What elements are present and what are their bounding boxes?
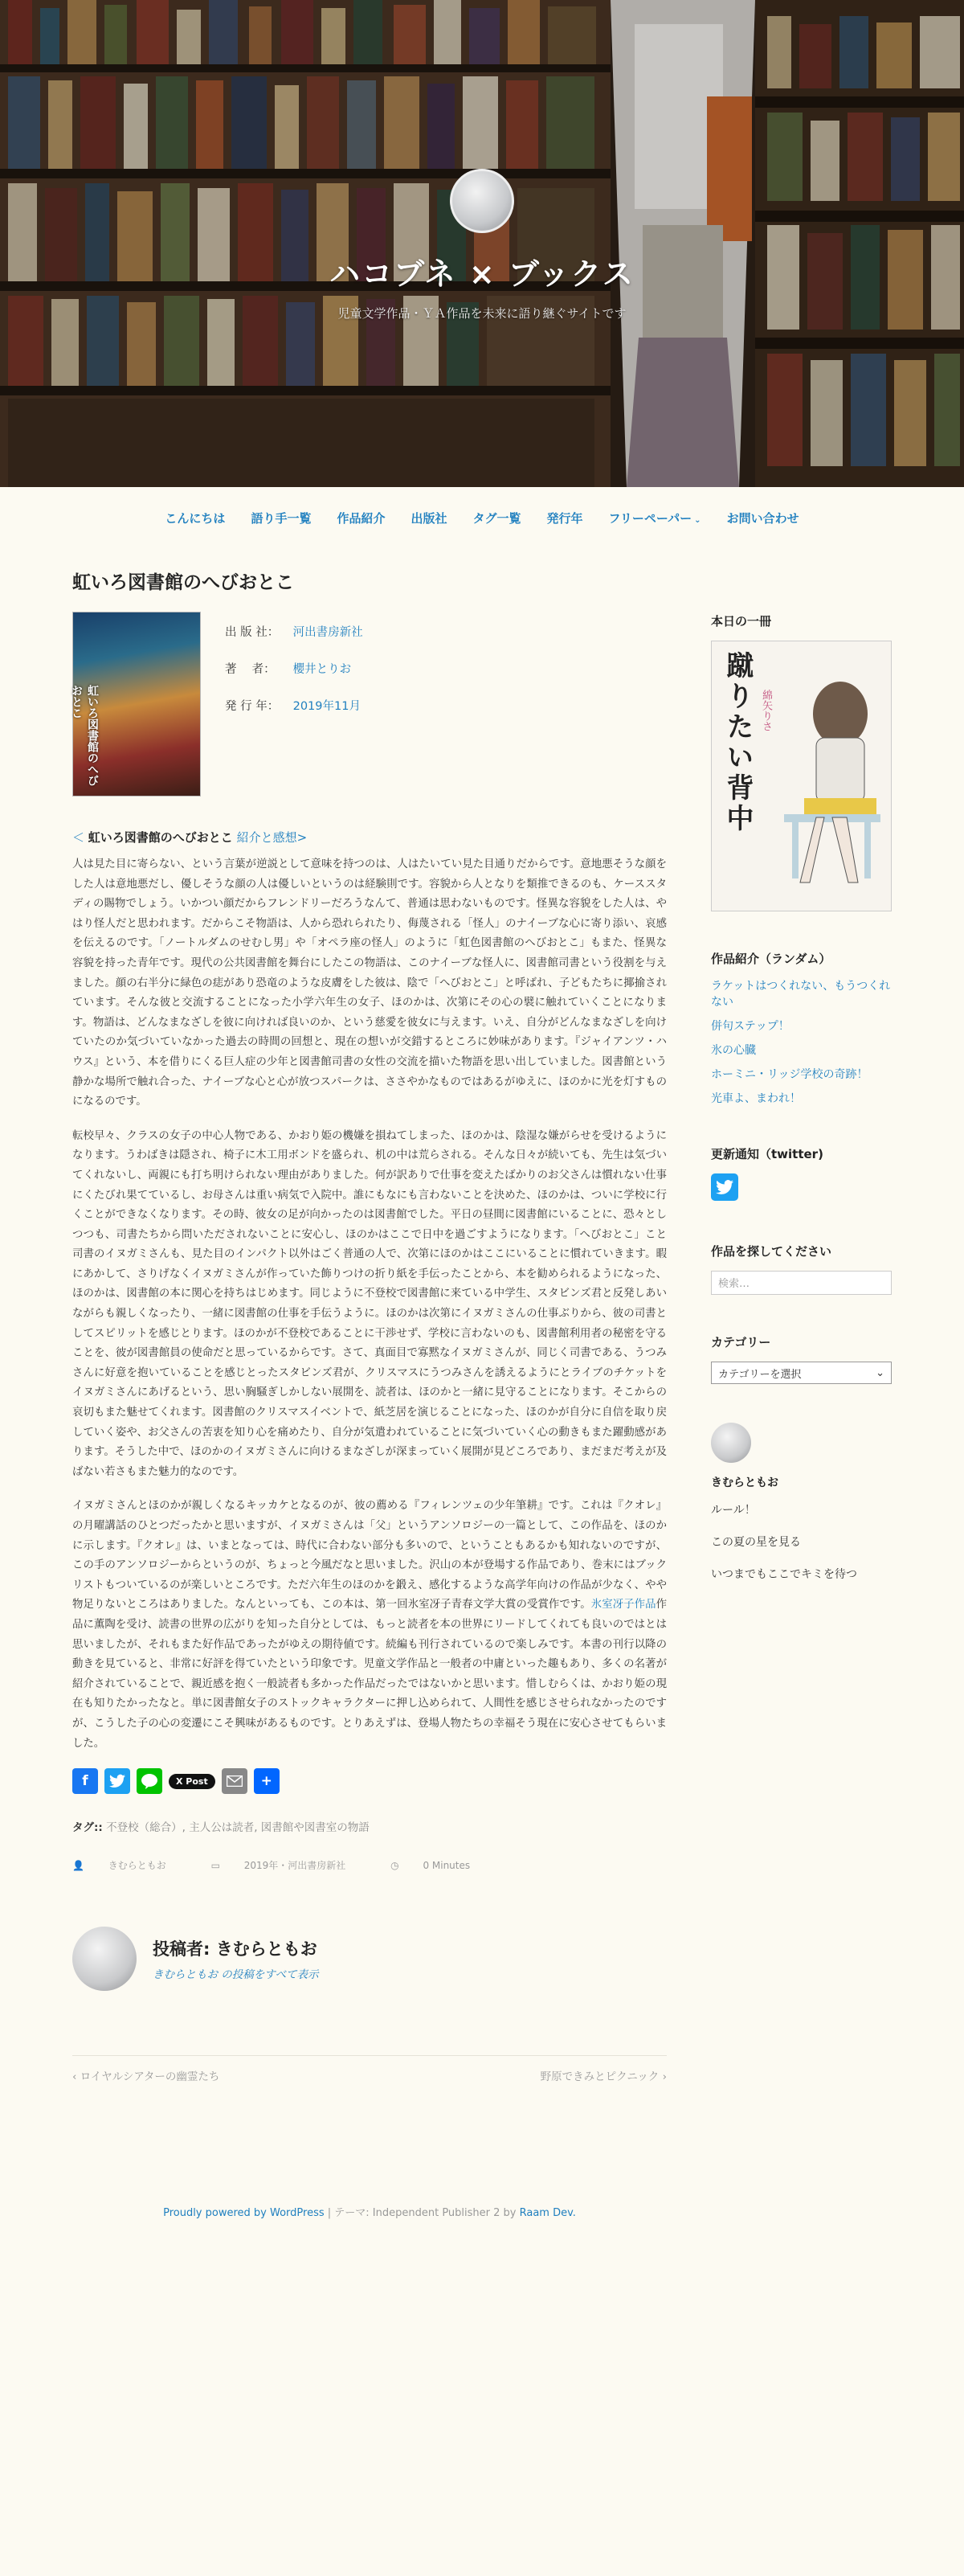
year-row <box>225 697 363 714</box>
site-branding <box>0 169 964 321</box>
random-link-4[interactable]: ホーミニ・リッジ学校の奇跡！ <box>711 1068 868 1081</box>
paragraph-3 <box>72 1497 667 1754</box>
user-icon: 👤 <box>72 1860 88 1872</box>
publisher-row <box>225 623 363 640</box>
category-select[interactable] <box>711 1362 892 1384</box>
book-heading <box>72 829 667 846</box>
book-of-day-title: 蹴りたい背中 <box>721 651 754 834</box>
prev-post-title: ロイヤルシアターの幽霊たち <box>80 2070 220 2084</box>
site-description: 児童文学作品・ＹＡ作品を未来に語り継ぐサイトです <box>337 306 627 321</box>
author-label: 著 者： <box>225 663 276 676</box>
random-link-5[interactable]: 光車よ、まわれ！ <box>711 1092 801 1105</box>
envelope-icon <box>227 1775 243 1787</box>
widget-twitter <box>711 1145 892 1204</box>
book-heading-prefix[interactable]: ＜ <box>72 830 85 845</box>
widget-title-search: 作品を探してください <box>711 1244 832 1259</box>
email-icon[interactable] <box>222 1768 247 1794</box>
powered-by-link[interactable]: Proudly powered by WordPress <box>163 2207 325 2220</box>
book-heading-title: 虹いろ図書館のへびおとこ <box>88 830 233 845</box>
author-box-heading: 投稿者: きむらともお <box>153 1939 317 1960</box>
facebook-icon[interactable]: f <box>72 1768 98 1794</box>
paragraph-3-tail: 作品に薫陶を受け、読書の世界の広がりを知った自分としては、もっと読者を本の世界にリードしてくれても良いのではとは思いましたが、それもまた好作品であったがゆえの期待値です。続編も刊行されているので楽しみです。本書の刊行以降の動きを見ていると、非常に好評を得ていたという印象です。児童文学作品と一般者の中庸といった趣もあり、多くの名著が紹介されていることで、親近感を抱く一般読者も多かった作品だったではないかと思います。惜しむらくは、かおり姫の現在も知りたかったなと。単に図書館女子のストックキャラクターに押し込められて、人間性を感じさせられなかったのですが、こうした子の心の変遷にこそ興味があるものです。とりあえずは、登場人物たちの幸福そう現在に安心させてもらいました。 <box>72 1599 667 1750</box>
folder-icon: ▭ <box>210 1860 223 1872</box>
year-label: 発 行 年： <box>225 700 280 713</box>
random-link-1[interactable]: ラケットはつくれない、もうつくれない <box>711 980 891 1009</box>
book-cover-image[interactable] <box>72 612 201 797</box>
random-link-3[interactable]: 氷の心臓 <box>711 1044 756 1057</box>
category-select-value: カテゴリーを選択 <box>718 1368 802 1381</box>
next-post-title: 野原できみとピクニック <box>540 2070 660 2084</box>
x-post-button[interactable]: X Post <box>169 1774 215 1789</box>
book-of-day-author: 綿矢りさ <box>760 690 772 731</box>
book-meta <box>225 612 363 797</box>
site-title[interactable]: ハコブネ × ブックス <box>329 256 635 292</box>
author-posts-link[interactable]: きむらともお の投稿をすべて表示 <box>153 1968 319 1982</box>
share-buttons <box>72 1768 667 1794</box>
post-title: 虹いろ図書館のへびおとこ <box>72 572 294 593</box>
widget-title-random: 作品紹介（ランダム） <box>711 952 831 966</box>
book-of-day-cover[interactable] <box>711 641 892 911</box>
widget-search <box>711 1243 892 1295</box>
nav-item-hello[interactable]: こんにちは <box>165 510 226 526</box>
sidebar <box>711 564 892 2219</box>
author-box <box>72 1927 667 1991</box>
book-heading-review-link[interactable]: 紹介と感想> <box>236 830 308 845</box>
share-plus-icon[interactable]: + <box>254 1768 280 1794</box>
nav-item-publishers[interactable]: 出版社 <box>411 510 447 526</box>
widget-title-twitter: 更新通知（twitter) <box>711 1147 823 1161</box>
line-bubble-icon <box>141 1773 158 1789</box>
clock-icon: ◷ <box>390 1860 402 1872</box>
footer-theme-text: | テーマ: Independent Publisher 2 by <box>324 2207 520 2220</box>
meta-time-text: 0 Minutes <box>423 1860 471 1872</box>
search-input[interactable]: 検索… <box>711 1271 892 1295</box>
paragraph-2: 転校早々、クラスの女子の中心人物である、かおり姫の機嫌を損ねてしまった、ほのかは、陰湿な嫌がらせを受けるようになります。うわばきは隠され、椅子に木工用ボンドを盛られ、机の中は荒らされる。そんな日々が続いても、先生は気づいてくれないし、両親にも打ち明けられない理由がありました。何が訳ありで仕事を変えたばかりのお父さんは慣れない仕事にくたびれ果てているし、お母さんは重い病気で入院中。誰にもなにも言わないことを決めた、ほのかは、ついに学校に行くことができなくなります。その時、彼女の足が向かったのは図書館でした。平日の昼間に図書館にいることに、恐々としつつも、司書たちから問いただされないことに安心し、ほのかはここで日中を過ごすようになります。「へびおとこ」こと司書のイヌガミさんも、見た目のインパクト以外はごく普通の人で、次第にほのかはここにいることに慣れていきます。暇にあかして、さりげなくイヌガミさんが作っていた飾りつけの折り紙を手伝ったことから、本を勧められるようになった、ほのかは、図書館の本に関心を持ちはじめます。同じように不登校で図書館に来ている中学生、スタビンズ君と反発しあいながらも親しくなったり、一緒に図書館の仕事を手伝うように。ほのかは次第にイヌガミさんの仕事ぶりから、彼の司書としてスピリットを感じとります。ほのかが不登校であることに干渉せず、学校に言わないのも、図書館利用者の秘密を守ることを、彼が図書館員の使命だと思っているからです。さて、真面目で寡黙なイヌガミさんが、同じく司書である、うつみさんに好意を抱いていることを感じとったスタビンズ君が、クリスマスにうつみさんを誘えるようにとライブのチケットをイヌガミさんにあげるという、思い胸騒ぎしかしない展開を、読者は、ほのかと一緒に見守ることになります。そこからの哀切もまた魅せてくれます。図書館のクリスマスイベントで、紙芝居を演じることになった、ほのかが自分に自信を取り戻していく姿や、お父さんの苦衷を知り心を痛めたり、自分が気遣われていることに気づいていく心の動きもまた躍動感があります。そうした中で、ほのかのイヌガミさんに向けるまなざしが深まっていく展開が見どころであり、まだまだ考えが及ばない若さもまた魅力的なのです。 <box>72 1129 667 1478</box>
content-area <box>72 548 892 2219</box>
paragraph-1: 人は見た目に寄らない、という言葉が逆説として意味を持つのは、人はたいてい見た目通りだからです。意地悪そうな顔をした人は意地悪だし、優しそうな顔の人は優しいというのは経験則です。容貌から人となりを類推できるのも、ケーススタディの賜物でしょう。いかつい顔だからフレンドリーだろうなんて、普通は思わないものです。怪異な容貌をした人は、やはり怪人だと思われます。だからこそ物語は、人から恐れられたり、侮蔑される「怪人」のナイーブな心に寄り添い、哀感を伝えるのです。「ノートルダムのせむし男」や「オペラ座の怪人」のように「虹色図書館のへびおとこ」もまた、怪異な容貌を持った青年です。現代の公共図書館を舞台にしたこの物語は、このナイーブな怪人に、図書館司書という役割を与えました。顔の右半分に緑色の痣があり恐竜のような皮膚をした彼は、陰で「へびおとこ」と呼ばれ、子どもたちに揶揄されています。そんな彼と交流することになった小学六年生の女子、ほのかは、次第にその心の襞に触れていくことになります。物語は、どんなまなざしを彼に向ければ良いのか、という慈愛を彼女に与えます。いえ、自分がどんなまなざしを向けていたのか気づいていなかった過去の時間の回想と、現在の想いが交錯するところに妙味があります。『ジャイアンツ・ハウス』という、本を借りにくる巨人症の少年と図書館司書の女性の交流を描いた物語を思い出していました。図書館という静かな場所で触れ合った、ナイーブな心と心が放つスパークは、ささやかなものではあるがゆえに、ほのかに光を灯すものになるのです。 <box>72 858 667 1108</box>
meta-reading-time <box>390 1860 491 1871</box>
post-body <box>72 855 667 1754</box>
himuro-works-link[interactable]: 氷室冴子作品 <box>590 1599 656 1612</box>
author-post-2[interactable]: この夏の星を見る <box>711 1536 801 1549</box>
paragraph-3-text: イヌガミさんとほのかが親しくなるキッカケとなるのが、彼の薦める『フィレンツェの少年筆耕』です。これは『クオレ』の月曜講話のひとつだったかと思いますが、イヌガミさんは「父」というアンソロジーの一篇として、この作品を、ほのかに示します。『クオレ』は、いまとなっては、時代に合わない部分も多いので、ということもあるかも知れないのですが、この手のアンソロジーからというのが、ちょっと今風だなと思いました。沢山の本が登場する作品であり、巻末にはブックリストもついているのが楽しいところです。ただ六年生のほのかを鍛え、感化するような高学年向けの作品が少なく、やや物足りないところはありました。なんといっても、この本は、第一回氷室冴子青春文学大賞の受賞作です。 <box>72 1500 667 1612</box>
author-post-3[interactable]: いつまでもここでキミを待つ <box>711 1568 857 1581</box>
main-content <box>72 564 667 2219</box>
tags-list[interactable]: 不登校（総合）, 主人公は読者, 図書館や図書室の物語 <box>106 1821 370 1835</box>
book-cover-title: 虹いろ図書館のへびおとこ <box>70 685 99 786</box>
sidebar-author-name: きむらともお <box>711 1476 778 1489</box>
line-icon[interactable] <box>137 1768 162 1794</box>
meta-author[interactable] <box>72 1860 187 1871</box>
nav-item-freepaper-label: フリーペーパー <box>608 510 692 526</box>
year-link[interactable]: 2019年11月 <box>292 700 361 713</box>
twitter-bird-icon <box>109 1774 125 1788</box>
chevron-down-icon: ⌄ <box>694 515 701 525</box>
nav-item-tags[interactable]: タグ一覧 <box>472 510 521 526</box>
twitter-icon[interactable] <box>711 1173 738 1201</box>
widget-book-of-day <box>711 612 892 911</box>
nav-item-narrators[interactable]: 語り手一覧 <box>251 510 312 526</box>
post-meta <box>72 1858 667 1872</box>
post-tags <box>72 1818 667 1834</box>
chevron-left-icon: ‹ <box>72 2070 80 2084</box>
next-post-link[interactable] <box>541 2067 667 2083</box>
book-of-day-illustration <box>712 641 892 911</box>
site-header <box>0 0 964 487</box>
sidebar-author-avatar <box>711 1423 751 1463</box>
nav-item-works[interactable]: 作品紹介 <box>337 510 386 526</box>
meta-author-text: きむらともお <box>108 1860 166 1872</box>
site-footer <box>72 2204 667 2219</box>
post-navigation <box>72 2055 667 2083</box>
widget-title-book-of-day: 本日の一冊 <box>711 614 772 629</box>
site-avatar[interactable] <box>450 169 514 233</box>
theme-author-link[interactable]: Raam Dev. <box>519 2207 576 2220</box>
widget-title-category: カテゴリー <box>711 1335 771 1349</box>
author-row <box>225 660 363 677</box>
chevron-down-icon: ⌄ <box>876 1366 884 1379</box>
book-info <box>72 612 667 797</box>
author-avatar <box>72 1927 137 1991</box>
random-link-2[interactable]: 併句ステップ！ <box>711 1020 790 1033</box>
main-navigation <box>0 487 964 548</box>
nav-item-contact[interactable]: お問い合わせ <box>726 510 799 526</box>
widget-category <box>711 1333 892 1384</box>
nav-item-freepaper[interactable] <box>609 510 701 526</box>
twitter-share-icon[interactable] <box>104 1768 130 1794</box>
publisher-link[interactable]: 河出書房新社 <box>292 626 363 639</box>
widget-random <box>711 950 892 1107</box>
chevron-right-icon: › <box>659 2070 667 2084</box>
author-link[interactable]: 櫻井とりお <box>292 663 352 676</box>
meta-category[interactable] <box>211 1860 367 1871</box>
meta-category-text: 2019年・河出書房新社 <box>243 1860 346 1872</box>
author-post-1[interactable]: ルール！ <box>711 1504 756 1517</box>
widget-author <box>711 1423 892 1582</box>
nav-item-year[interactable]: 発行年 <box>546 510 583 526</box>
prev-post-link[interactable] <box>72 2067 219 2083</box>
publisher-label: 出 版 社： <box>225 626 280 639</box>
tags-label: タグ:: <box>72 1821 103 1835</box>
